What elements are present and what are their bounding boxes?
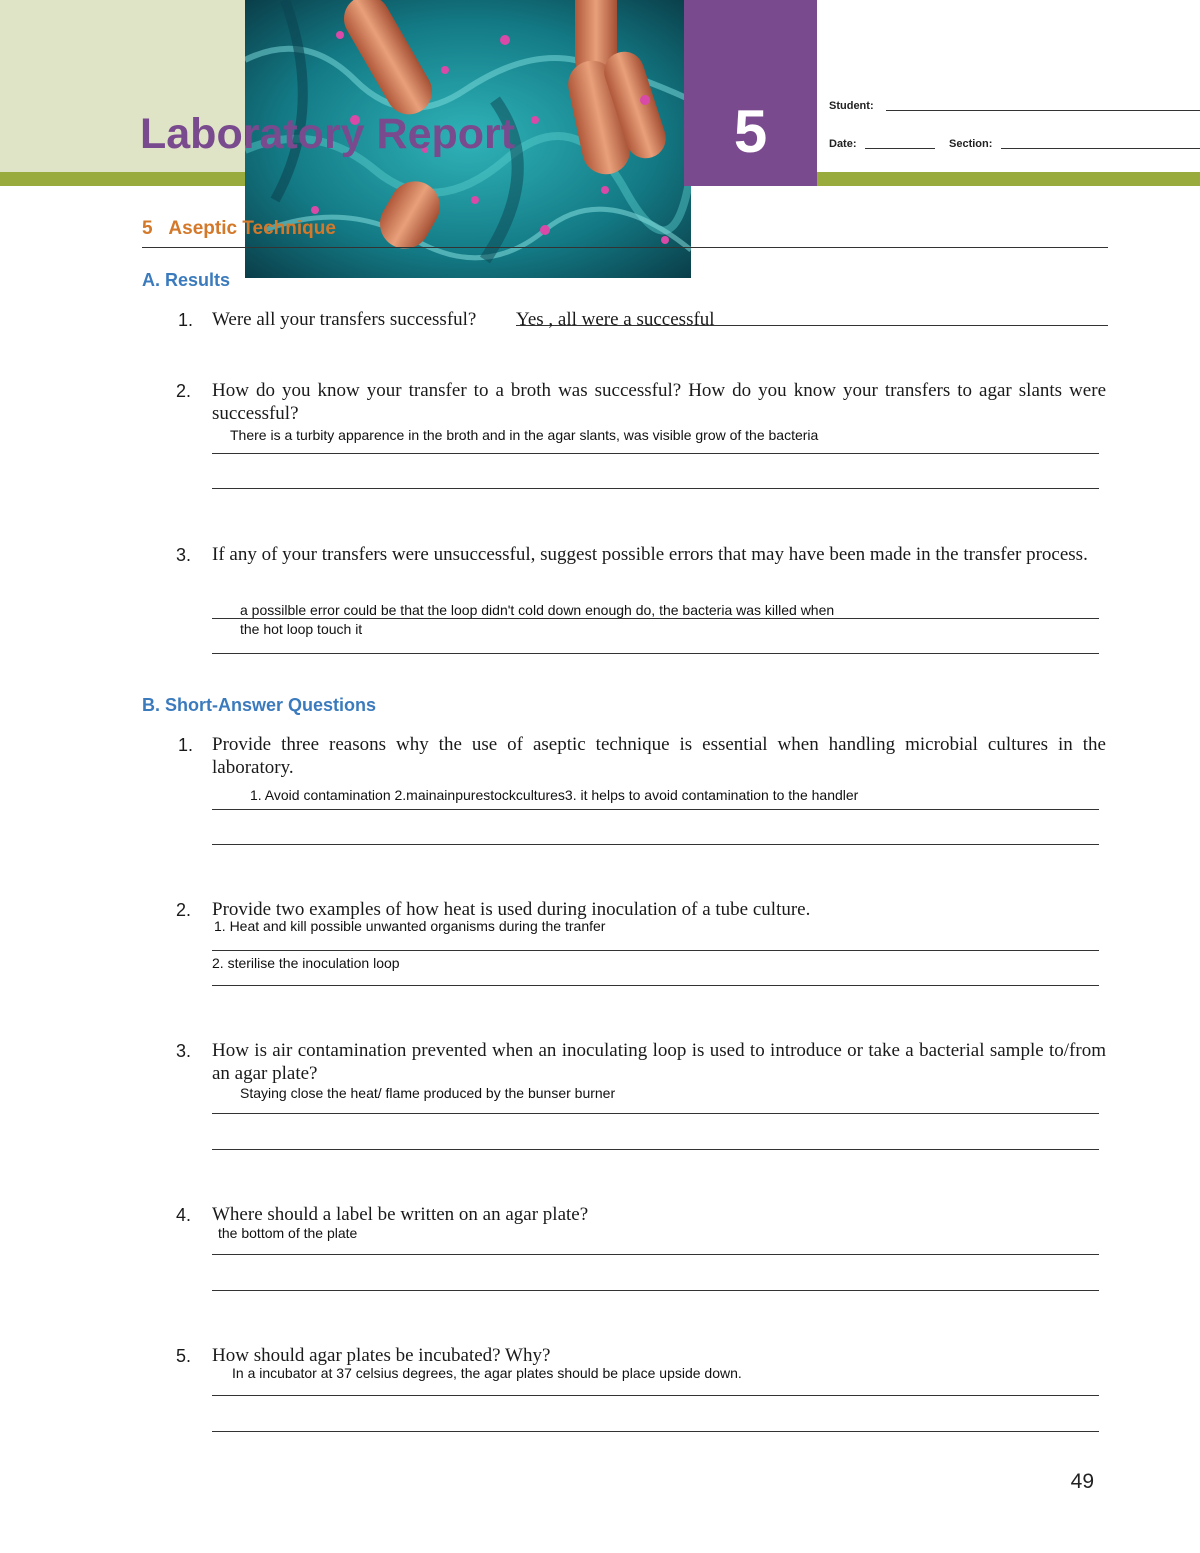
question-number: 5.: [176, 1346, 192, 1366]
section-title: Aseptic Technique: [168, 218, 336, 239]
answer-line[interactable]: [212, 1431, 1099, 1432]
answer-line[interactable]: [212, 1290, 1099, 1291]
answer-line[interactable]: [212, 618, 1099, 619]
page-number: 49: [1070, 1470, 1094, 1493]
student-label: Student:: [829, 100, 874, 112]
question-number: 4.: [176, 1205, 192, 1225]
answer-text[interactable]: a possilble error could be that the loop didn't cold down enough do, the bacteria was killed when: [240, 602, 835, 618]
answer-line[interactable]: [212, 844, 1099, 845]
question-number: 2.: [176, 900, 192, 920]
short-answer-heading: B. Short-Answer Questions: [142, 695, 377, 715]
question-text: How is air contamination prevented when an inoculating loop is used to introduce or take a bacterial sample to/from an agar plate?: [212, 1040, 1106, 1084]
answer-line[interactable]: [212, 453, 1099, 454]
answer-text[interactable]: There is a turbity apparence in the broth and in the agar slants, was visible grow of the bacteria: [230, 427, 819, 443]
answer-text[interactable]: 2. sterilise the inoculation loop: [212, 955, 400, 971]
answer-text[interactable]: the hot loop touch it: [240, 621, 363, 637]
question-text: How should agar plates be incubated? Why?: [212, 1345, 551, 1366]
section-heading: [142, 218, 336, 240]
answer-line[interactable]: [212, 1395, 1099, 1396]
question-text: How do you know your transfer to a broth was successful? How do you know your transfers to agar slants were successful?: [212, 380, 1106, 424]
results-heading: A. Results: [142, 270, 231, 290]
question-number: 1.: [178, 310, 194, 330]
question-number: 1.: [178, 735, 194, 755]
question-text: Where should a label be written on an agar plate?: [212, 1204, 589, 1225]
answer-line[interactable]: [212, 1149, 1099, 1150]
chapter-number: 5: [733, 98, 768, 165]
question-number: 3.: [176, 1041, 192, 1061]
answer-text[interactable]: Yes , all were a successful: [516, 309, 715, 330]
answer-line[interactable]: [212, 653, 1099, 654]
answer-text[interactable]: 1. Avoid contamination 2.mainainpurestockcultures3. it helps to avoid contamination to the handler: [250, 787, 859, 803]
question-text: Provide three reasons why the use of aseptic technique is essential when handling microbial cultures in the laboratory.: [212, 734, 1106, 778]
question-text: If any of your transfers were unsuccessful, suggest possible errors that may have been made in the transfer process.: [212, 544, 1088, 565]
answer-line[interactable]: [212, 1254, 1099, 1255]
answer-text[interactable]: 1. Heat and kill possible unwanted organisms during the tranfer: [214, 918, 606, 934]
answer-line[interactable]: [212, 985, 1099, 986]
section-label: Section:: [949, 138, 993, 150]
answer-line[interactable]: [212, 809, 1099, 810]
student-field[interactable]: [886, 110, 1200, 111]
answer-line[interactable]: [212, 950, 1099, 951]
question-number: 3.: [176, 545, 192, 565]
answer-text[interactable]: In a incubator at 37 celsius degrees, the agar plates should be place upside down.: [232, 1365, 742, 1381]
section-rule: [142, 247, 1108, 248]
answer-text[interactable]: the bottom of the plate: [218, 1225, 358, 1241]
question-number: 2.: [176, 381, 192, 401]
question-text: Were all your transfers successful?: [212, 309, 477, 330]
answer-text[interactable]: Staying close the heat/ flame produced by the bunser burner: [240, 1085, 616, 1101]
question-text: Provide two examples of how heat is used during inoculation of a tube culture.: [212, 899, 811, 920]
section-field[interactable]: [1001, 148, 1200, 149]
date-field[interactable]: [865, 148, 935, 149]
answer-line[interactable]: [212, 1113, 1099, 1114]
date-label: Date:: [829, 138, 857, 150]
answer-line[interactable]: [212, 488, 1099, 489]
page-title: Laboratory Report: [140, 110, 516, 158]
section-number: 5: [142, 218, 153, 239]
